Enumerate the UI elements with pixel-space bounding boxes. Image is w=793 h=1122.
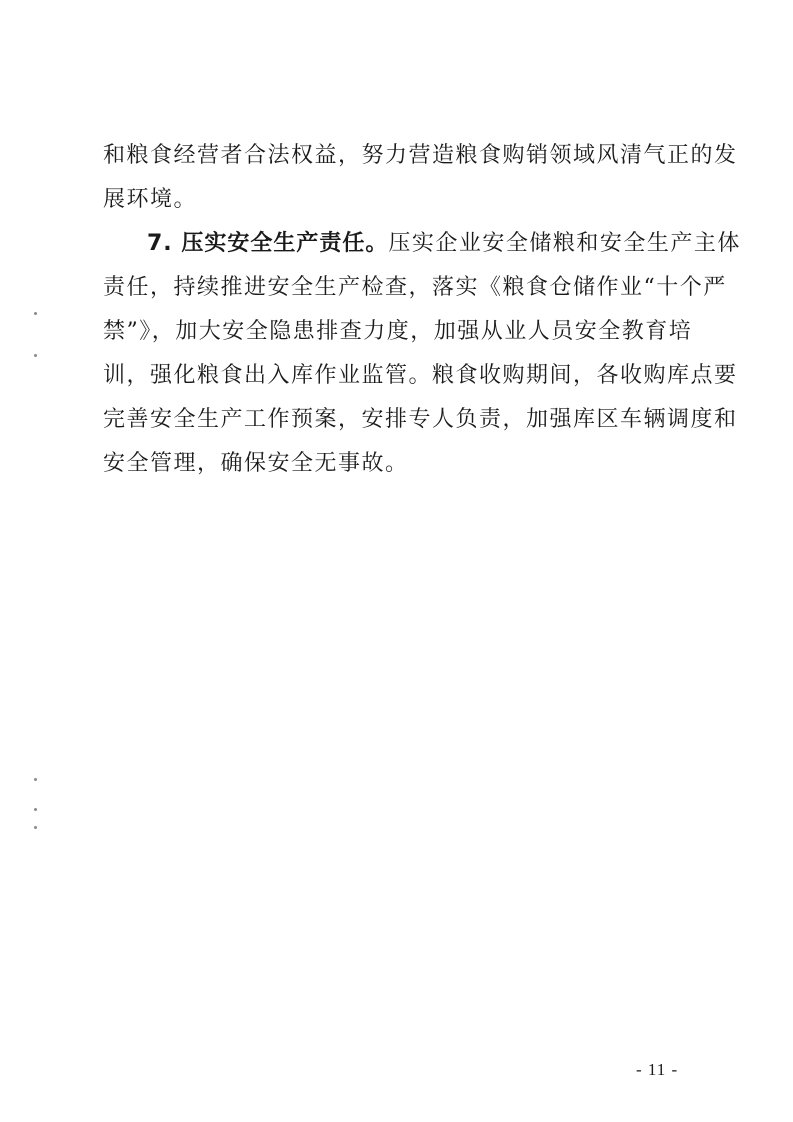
paragraph-line: 完善安全生产工作预案，安排专人负责，加强库区车辆调度和 [103, 407, 738, 432]
body-text [103, 134, 741, 486]
paragraph-line: 训，强化粮食出入库作业监管。粮食收购期间，各收购库点要 [103, 363, 738, 388]
paragraph-line: 展环境。 [103, 187, 198, 212]
section-7-first-line [103, 222, 741, 266]
page-number: - 11 - [636, 1060, 679, 1079]
paragraph-line: 安全管理，确保安全无事故。 [103, 451, 409, 476]
paragraph-line: 禁”》，加大安全隐患排查力度，加强从业人员安全教育培 [103, 319, 693, 344]
paragraph-line: 压实企业安全储粮和安全生产主体 [388, 231, 741, 256]
paragraph-line: 和粮食经营者合法权益，努力营造粮食购销领域风清气正的发 [103, 143, 738, 168]
scan-mark [34, 778, 37, 781]
scan-mark [34, 312, 37, 315]
scan-mark [34, 826, 37, 829]
scan-mark [34, 808, 37, 811]
scan-mark [34, 354, 37, 357]
paragraph-line: 责任，持续推进安全生产检查，落实《粮食仓储作业“十个严 [103, 275, 727, 300]
section-heading: 7. 压实安全生产责任。 [147, 231, 389, 256]
